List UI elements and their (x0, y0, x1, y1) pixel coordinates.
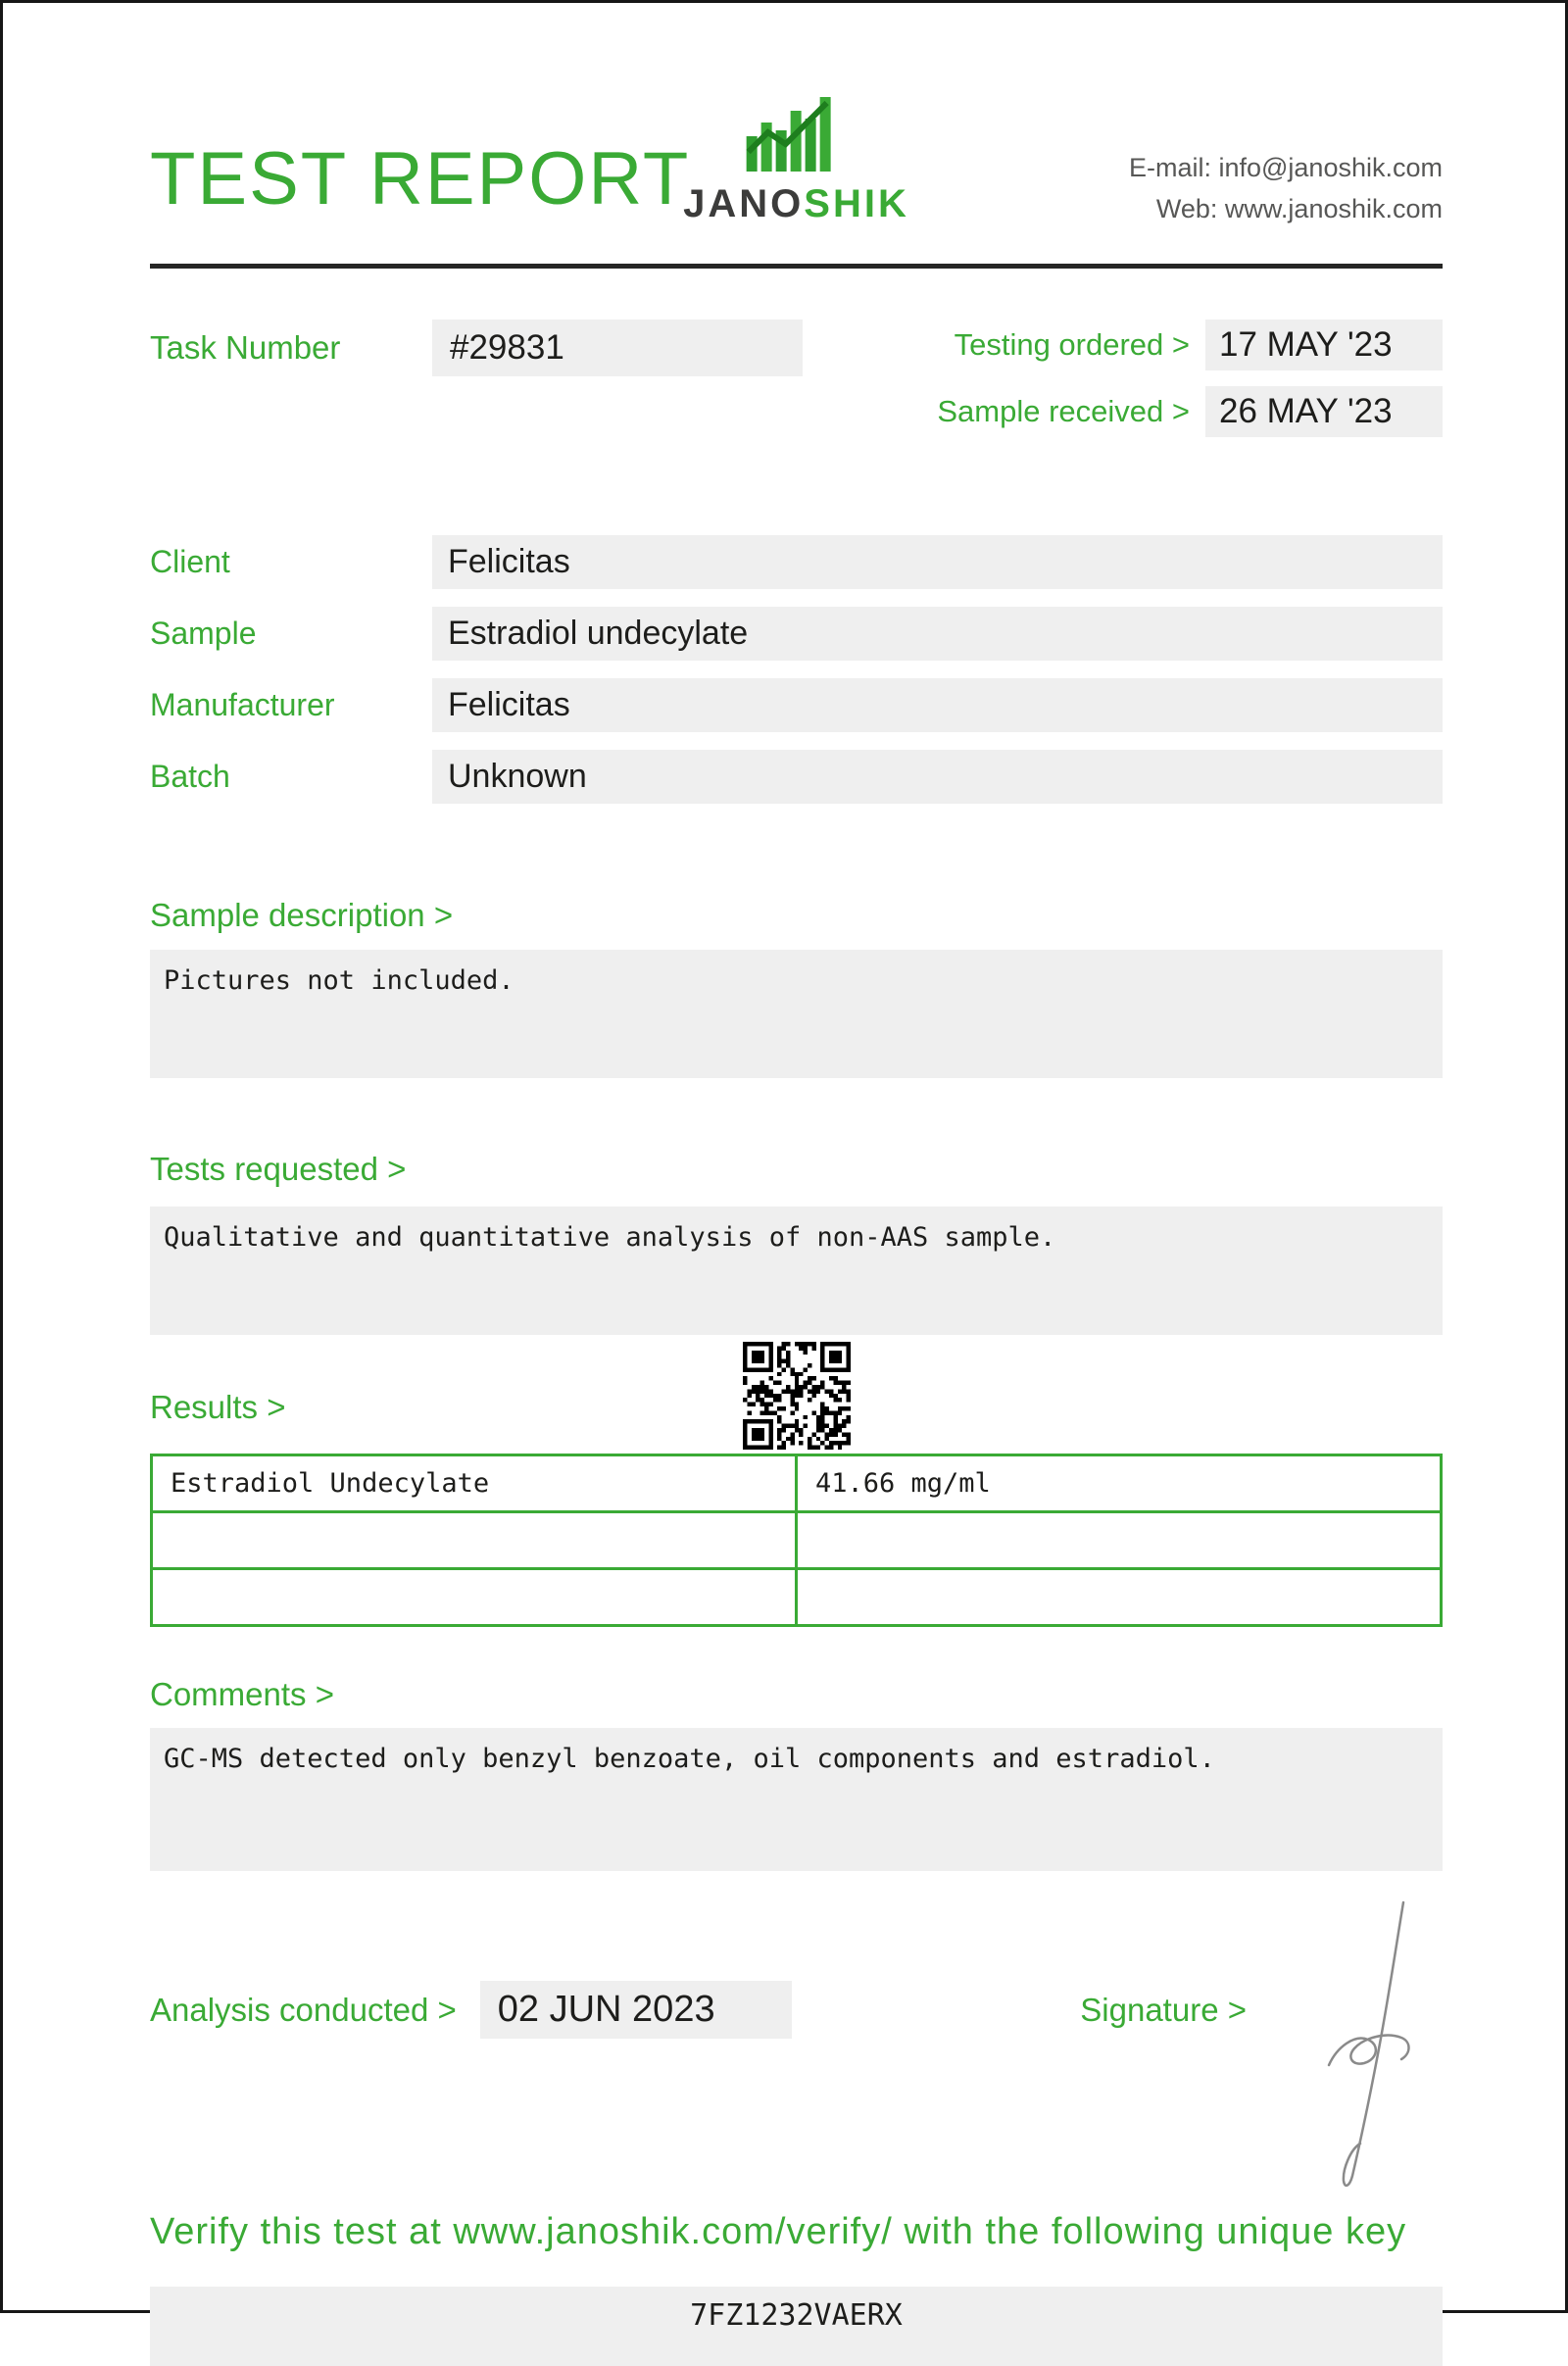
field-row-sample (150, 607, 1443, 661)
sample-label: Sample (150, 615, 257, 651)
results-table (150, 1454, 1443, 1627)
testing-ordered-value: 17 MAY '23 (1205, 320, 1443, 370)
task-number-group (150, 320, 803, 376)
result-row (152, 1511, 1442, 1568)
client-label: Client (150, 543, 230, 579)
sample-value: Estradiol undecylate (432, 607, 1443, 661)
result-row (152, 1454, 1442, 1511)
field-row-batch (150, 750, 1443, 804)
batch-value: Unknown (432, 750, 1443, 804)
result-name: Estradiol Undecylate (152, 1454, 797, 1511)
task-number-value: #29831 (432, 320, 803, 376)
testing-ordered-row (937, 320, 1443, 370)
page-title: TEST REPORT (150, 137, 691, 221)
dates-group (937, 320, 1443, 437)
analysis-group (150, 1981, 792, 2039)
footer-row (150, 1981, 1443, 2039)
client-value: Felicitas (432, 535, 1443, 589)
header-divider (150, 264, 1443, 269)
sample-received-row (937, 386, 1443, 437)
bar-chart-icon (739, 91, 855, 176)
tests-requested-body: Qualitative and quantitative analysis of non-AAS sample. (150, 1207, 1443, 1335)
signature-label: Signature > (1080, 1991, 1247, 2028)
signature-image (1305, 1897, 1443, 2195)
qr-code (743, 1342, 851, 1450)
result-name (152, 1568, 797, 1625)
detail-fields (150, 535, 1443, 804)
sample-description-body: Pictures not included. (150, 950, 1443, 1078)
tests-requested-heading: Tests requested > (150, 1150, 407, 1187)
batch-label: Batch (150, 758, 230, 794)
result-name (152, 1511, 797, 1568)
manufacturer-value: Felicitas (432, 678, 1443, 732)
result-value: 41.66 mg/ml (797, 1454, 1442, 1511)
contact-web: Web: www.janoshik.com (1155, 193, 1443, 223)
result-row (152, 1568, 1442, 1625)
comments-heading: Comments > (150, 1675, 334, 1712)
sample-description-heading: Sample description > (150, 896, 454, 933)
sample-received-value: 26 MAY '23 (1205, 386, 1443, 437)
contact-email: E-mail: info@janoshik.com (1128, 153, 1443, 182)
result-value (797, 1511, 1442, 1568)
logo-text-dark: JANO (683, 182, 805, 225)
verify-key: 7FZ1232VAERX (150, 2287, 1443, 2366)
sample-received-label: Sample received > (937, 393, 1190, 428)
contact-info (1129, 148, 1443, 230)
task-number-label: Task Number (150, 328, 341, 366)
verify-instruction: Verify this test at www.janoshik.com/verify/ with the following unique key (150, 2211, 1407, 2253)
analysis-conducted-label: Analysis conducted > (150, 1991, 457, 2028)
analysis-date-value: 02 JUN 2023 (480, 1981, 792, 2039)
comments-body: GC-MS detected only benzyl benzoate, oil components and estradiol. (150, 1728, 1443, 1871)
results-section (150, 1342, 1443, 1627)
results-heading: Results > (150, 1388, 286, 1425)
field-row-manufacturer (150, 678, 1443, 732)
task-row (150, 320, 1443, 437)
logo-wordmark (683, 182, 909, 226)
header (150, 3, 1443, 230)
testing-ordered-label: Testing ordered > (954, 326, 1190, 362)
logo-text-green: SHIK (804, 182, 909, 225)
result-value (797, 1568, 1442, 1625)
manufacturer-label: Manufacturer (150, 686, 335, 722)
field-row-client (150, 535, 1443, 589)
janoshik-logo (683, 91, 909, 226)
